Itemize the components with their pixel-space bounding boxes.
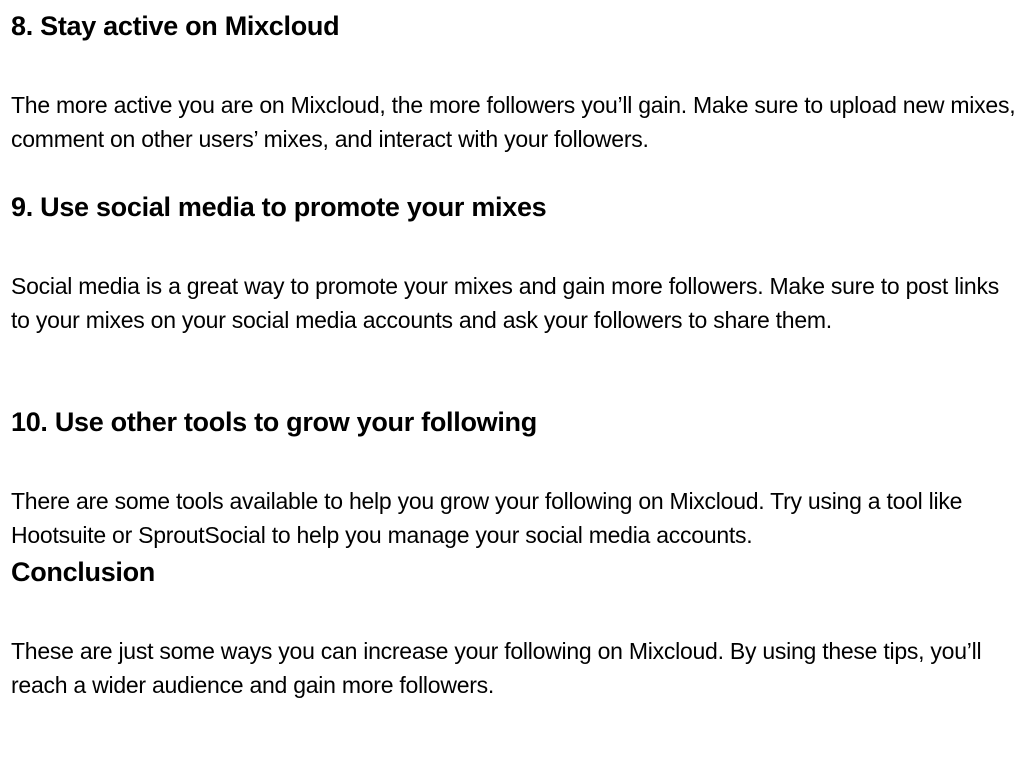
section-body-conclusion: These are just some ways you can increase your following on Mixcloud. By using these tips, you’ll reach a wider audience and gain more followers. bbox=[11, 638, 982, 698]
section-heading-stay-active: 8. Stay active on Mixcloud bbox=[11, 11, 340, 41]
section-heading-social-media: 9. Use social media to promote your mixes bbox=[11, 192, 547, 222]
section-body-stay-active: The more active you are on Mixcloud, the more followers you’ll gain. Make sure to upload new mixes, comment on other users’ mixes, and interact with your followers. bbox=[11, 92, 1016, 152]
section-heading-conclusion: Conclusion bbox=[11, 557, 155, 587]
section-body-social-media: Social media is a great way to promote your mixes and gain more followers. Make sure to post links to your mixes on your social media accounts and ask your followers to share them. bbox=[11, 273, 999, 333]
section-heading-other-tools: 10. Use other tools to grow your following bbox=[11, 407, 537, 437]
section-body-other-tools: There are some tools available to help you grow your following on Mixcloud. Try using a tool like Hootsuite or SproutSocial to help you manage your social media accounts. bbox=[11, 488, 963, 548]
